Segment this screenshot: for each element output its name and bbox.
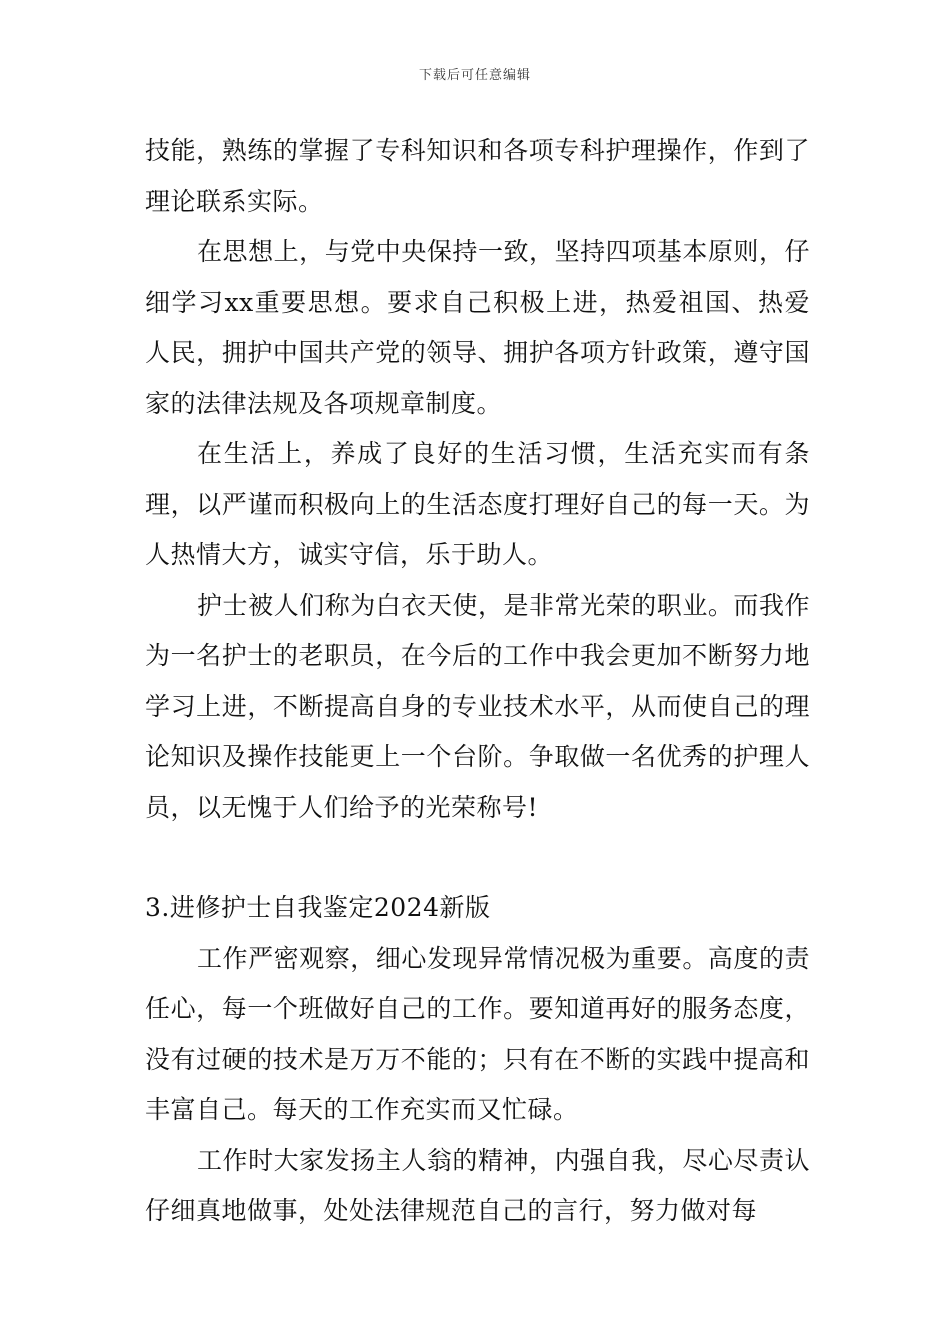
section-heading: 3.进修护士自我鉴定2024新版: [145, 893, 491, 922]
paragraph-work-spirit: 工作时大家发扬主人翁的精神，内强自我，尽心尽责认仔细真地做事，处处法律规范自己的言行，努力做对每: [145, 1145, 810, 1225]
page-header: 下载后可任意编辑: [418, 68, 531, 83]
paragraph-life: 在生活上，养成了良好的生活习惯，生活充实而有条理，以严谨而积极向上的生活态度打理好自己的每一天。为人热情大方，诚实守信，乐于助人。: [145, 439, 810, 569]
paragraph-nurse-career: 护士被人们称为白衣天使，是非常光荣的职业。而我作为一名护士的老职员，在今后的工作中我会更加不断努力地学习上进，不断提高自身的专业技术水平，从而使自己的理论知识及操作技能更上一个台阶。争取做一名优秀的护理人员，以无愧于人们给予的光荣称号!: [145, 590, 810, 822]
paragraph-continued: 技能，熟练的掌握了专科知识和各项专科护理操作，作到了理论联系实际。: [145, 136, 810, 216]
paragraph-work-observation: 工作严密观察，细心发现异常情况极为重要。高度的责任心，每一个班做好自己的工作。要知道再好的服务态度，没有过硬的技术是万万不能的；只有在不断的实践中提高和丰富自己。每天的工作充实而又忙碌。: [145, 943, 810, 1124]
document-body: [145, 126, 810, 1237]
paragraph-thought: 在思想上，与党中央保持一致，坚持四项基本原则，仔细学习xx重要思想。要求自己积极上进，热爱祖国、热爱人民，拥护中国共产党的领导、拥护各项方针政策，遵守国家的法律法规及各项规章制度。: [145, 237, 810, 418]
section-spacer: [145, 833, 810, 883]
